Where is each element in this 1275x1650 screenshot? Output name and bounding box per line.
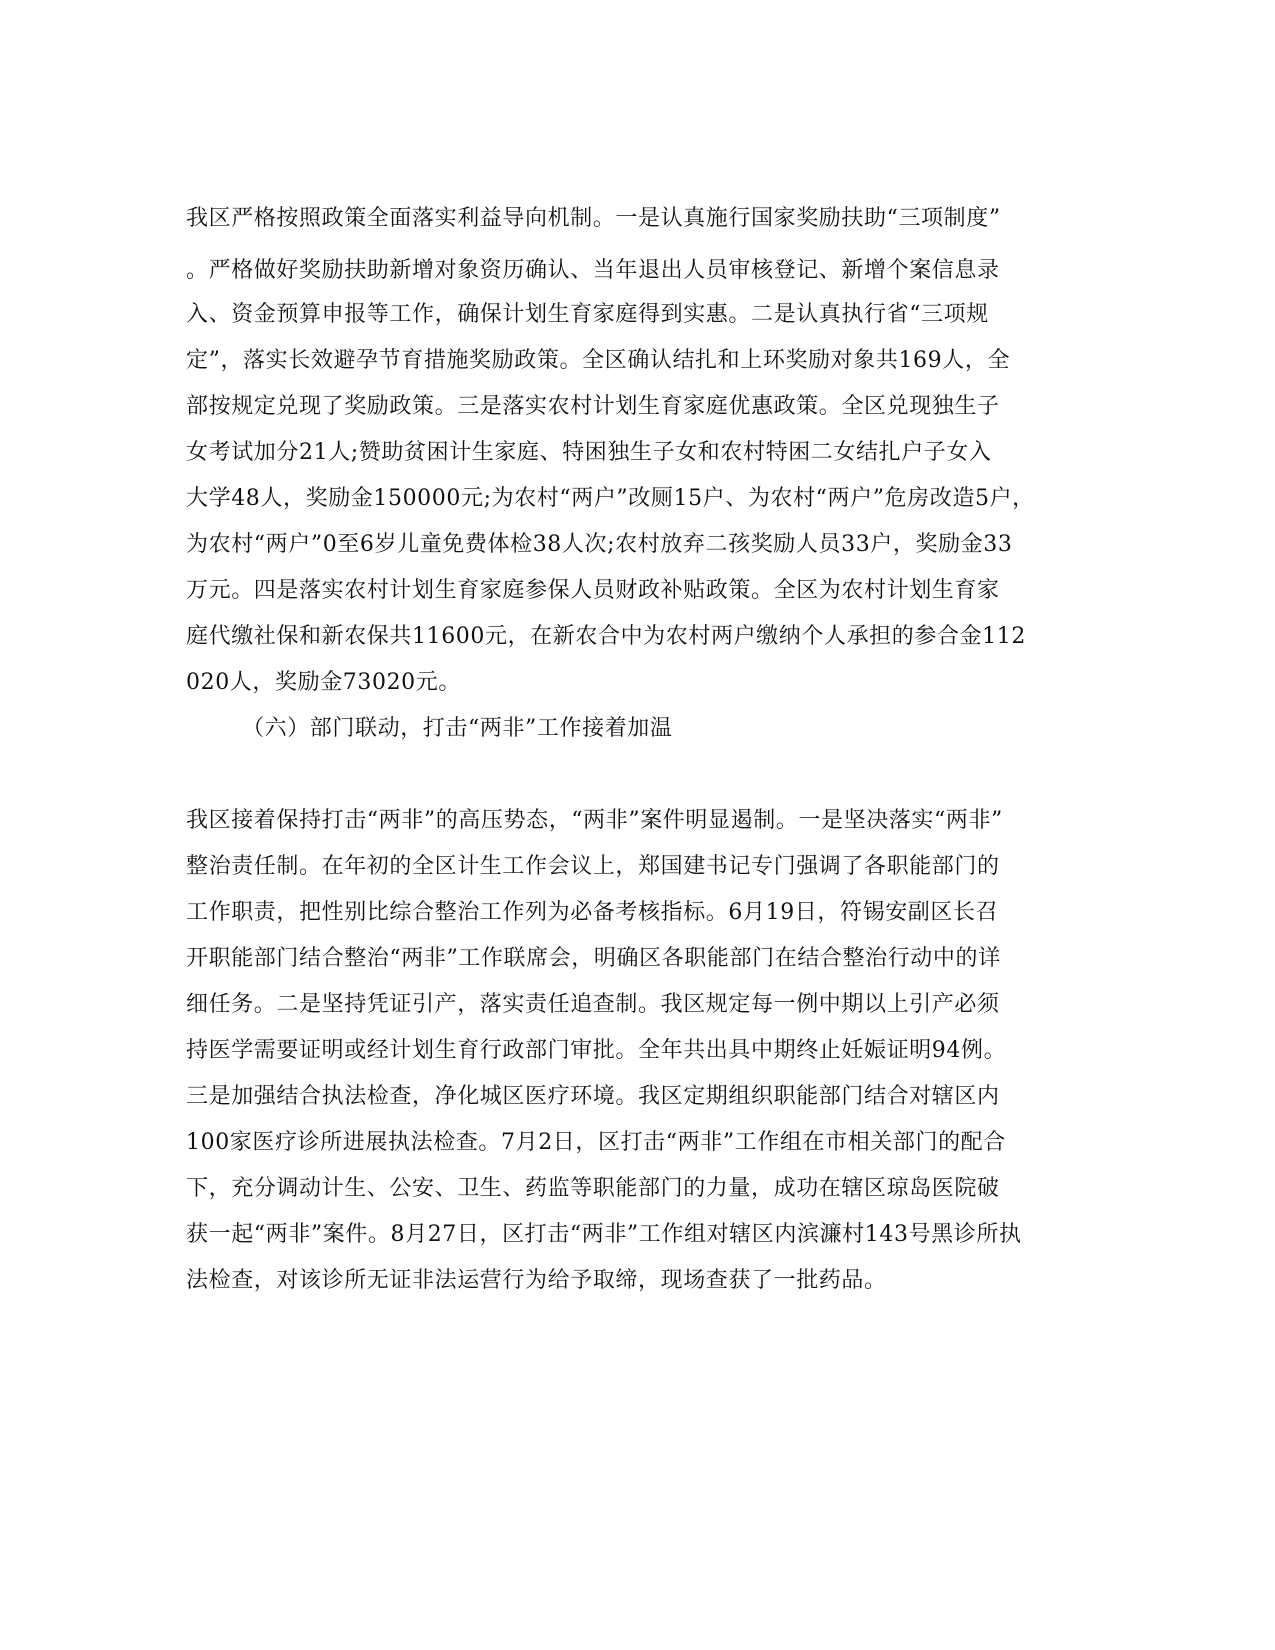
paragraph-1-line: 部按规定兑现了奖励政策。三是落实农村计划生育家庭优惠政策。全区兑现独生子 xyxy=(186,394,1000,419)
paragraph-2-line: 持医学需要证明或经计划生育行政部门审批。全年共出具中期终止妊娠证明94例。 xyxy=(186,1038,1007,1063)
paragraph-1-line: 女考试加分21人;赞助贫困计生家庭、特困独生子女和农村特困二女结扎户子女入 xyxy=(186,440,992,465)
paragraph-2-line: 工作职责，把性别比综合整治工作列为必备考核指标。6月19日，符锡安副区长召 xyxy=(186,900,999,925)
paragraph-2-line: 三是加强结合执法检查，净化城区医疗环境。我区定期组织职能部门结合对辖区内 xyxy=(186,1084,1000,1109)
paragraph-2-line: 100家医疗诊所进展执法检查。7月2日，区打击“两非”工作组在市相关部门的配合 xyxy=(186,1130,1006,1155)
paragraph-1-line: 我区严格按照政策全面落实利益导向机制。一是认真施行国家奖励扶助“三项制度” xyxy=(186,206,1001,231)
paragraph-2-line: 下，充分调动计生、公安、卫生、药监等职能部门的力量，成功在辖区琼岛医院破 xyxy=(186,1176,1000,1201)
paragraph-1-line: 庭代缴社保和新农保共11600元，在新农合中为农村两户缴纳个人承担的参合金112 xyxy=(186,624,1026,649)
paragraph-1-line: 入、资金预算申报等工作，确保计划生育家庭得到实惠。二是认真执行省“三项规 xyxy=(186,302,989,327)
paragraph-2-line: 整治责任制。在年初的全区计生工作会议上，郑国建书记专门强调了各职能部门的 xyxy=(186,854,1000,879)
paragraph-1-line: 020人，奖励金73020元。 xyxy=(186,670,461,695)
paragraph-1-line: 。严格做好奖励扶助新增对象资历确认、当年退出人员审核登记、新增个案信息录 xyxy=(186,258,1000,283)
paragraph-1-line: 大学48人，奖励金150000元;为农村“两户”改厕15户、为农村“两户”危房改造5户， xyxy=(186,486,1035,511)
paragraph-2-line: 法检查，对该诊所无证非法运营行为给予取缔，现场查获了一批药品。 xyxy=(186,1268,887,1293)
paragraph-2-line: 开职能部门结合整治“两非”工作联席会，明确区各职能部门在结合整治行动中的详 xyxy=(186,946,1001,971)
paragraph-2-line: 细任务。二是坚持凭证引产，落实责任追查制。我区规定每一例中期以上引产必须 xyxy=(186,992,1000,1017)
paragraph-2-line: 我区接着保持打击“两非”的高压势态，“两非”案件明显遏制。一是坚决落实“两非” xyxy=(186,808,1003,833)
paragraph-2-line: 获一起“两非”案件。8月27日，区打击“两非”工作组对辖区内滨濂村143号黑诊所执 xyxy=(186,1222,1022,1247)
paragraph-1-line: 为农村“两户”0至6岁儿童免费体检38人次;农村放弃二孩奖励人员33户，奖励金33 xyxy=(186,532,1013,557)
paragraph-1-line: 定”，落实长效避孕节育措施奖励政策。全区确认结扎和上环奖励对象共169人，全 xyxy=(186,348,1011,373)
section-heading: （六）部门联动，打击“两非”工作接着加温 xyxy=(242,716,673,741)
paragraph-1-line: 万元。四是落实农村计划生育家庭参保人员财政补贴政策。全区为农村计划生育家 xyxy=(186,578,1000,603)
